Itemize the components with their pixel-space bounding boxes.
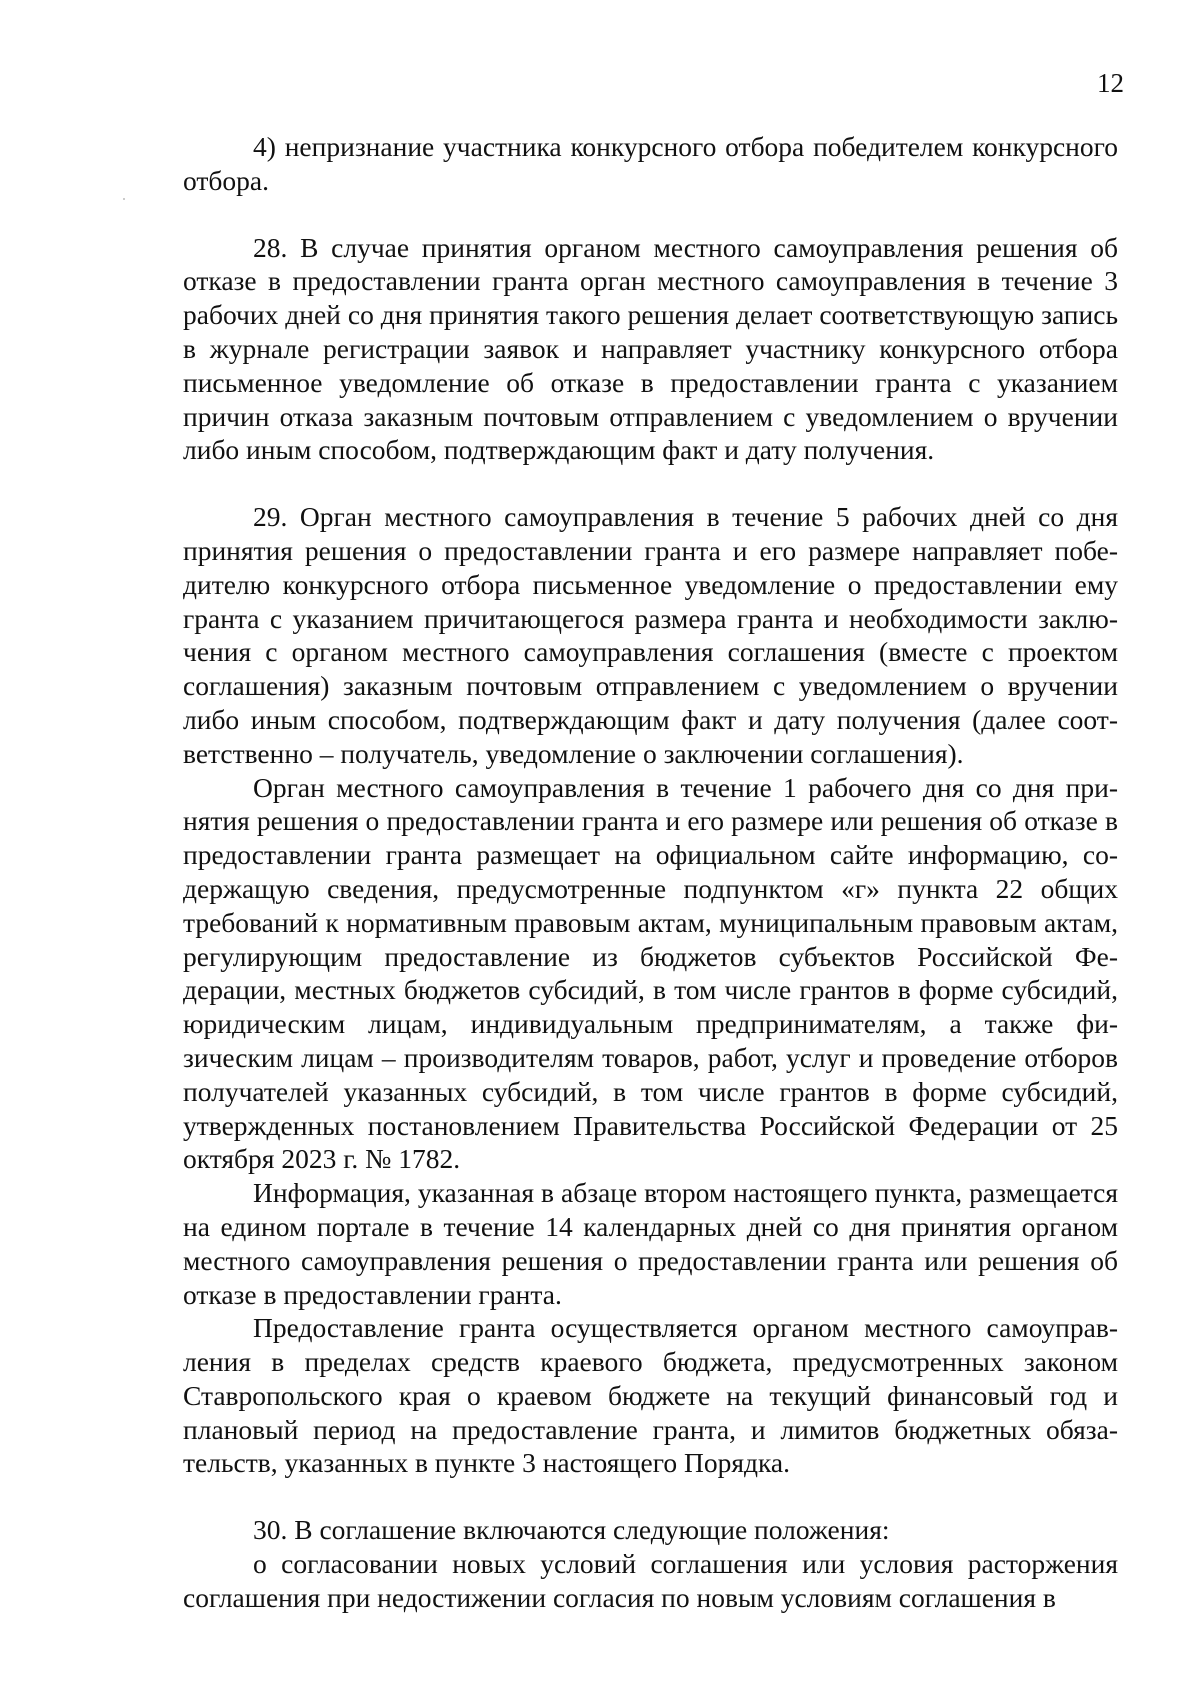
page-number: 12	[1097, 68, 1124, 98]
clause-28: 28. В случае принятия органом местного самоуправления решения об отказе в предоставлении гранта орган местного самоуправления в течение 3 рабочих дней со дня принятия такого решения делает соответствующую запись в журнале регистрации заявок и направляет участнику конкурсного отбора письменное уведомление об отказе в предоставлении гранта с указанием причин отказа заказным почтовым отправлением с уведомлением о вручении либо иным способом, подтверждающим факт и дату получения.	[183, 231, 1118, 466]
clause-29-paragraph-3: Информация, указанная в абзаце втором настоящего пункта, размещается на едином портале в течение 14 календарных дней со дня принятия органом местного самоуправления решения о предоставлении гранта или решения об отказе в предоставлении гранта.	[183, 1177, 1118, 1310]
clause-27-item-4: 4) непризнание участника конкурсного отбора победителем конкурсного отбора.	[183, 131, 1118, 196]
clause-30: 30. В соглашение включаются следующие положения:	[253, 1514, 890, 1546]
document-body	[183, 130, 1118, 1615]
clause-29-paragraph-4: Предоставление гранта осуществляется органом местного самоуправления в пределах средств краевого бюджета, предусмотренных законом Ставропольского края о краевом бюджете на текущий финансовый год и плановый период на предоставление гранта, и лимитов бюджетных обязательств, указанных в пункте 3 настоящего Порядка.	[183, 1312, 1118, 1479]
clause-30-paragraph-2: о согласовании новых условий соглашения или условия расторжения соглашения при недостижении согласия по новым условиям соглашения в	[183, 1548, 1118, 1613]
clause-29: 29. Орган местного самоуправления в течение 5 рабочих дней со дня принятия решения о предоставлении гранта и его размере направляет победителю конкурсного отбора письменное уведомление о предоставлении ему гранта с указанием причитающегося размера гранта и необходимости заключения с органом местного самоуправления соглашения (вместе с проектом соглашения) заказным почтовым отправлением с уведомлением о вручении либо иным способом, подтверждающим факт и дату получения (далее соответственно – получатель, уведомление о заключении соглашения).	[183, 501, 1118, 769]
clause-29-paragraph-2: Орган местного самоуправления в течение 1 рабочего дня со дня принятия решения о предоставлении гранта и его размере или решения об отказе в предоставлении гранта размещает на официальном сайте информацию, содержащую сведения, предусмотренные подпунктом «г» пункта 22 общих требований к нормативным правовым актам, муниципальным правовым актам, регулирующим предоставление из бюджетов субъектов Российской Федерации, местных бюджетов субсидий, в том числе грантов в форме субсидий, юридическим лицам, индивидуальным предпринимателям, а также физическим лицам – производителям товаров, работ, услуг и проведение отборов получателей указанных субсидий, в том числе грантов в форме субсидий, утвержденных постановлением Правительства Российской Федерации от 25 октября 2023 г. № 1782.	[183, 771, 1118, 1175]
scan-speck	[123, 198, 125, 200]
